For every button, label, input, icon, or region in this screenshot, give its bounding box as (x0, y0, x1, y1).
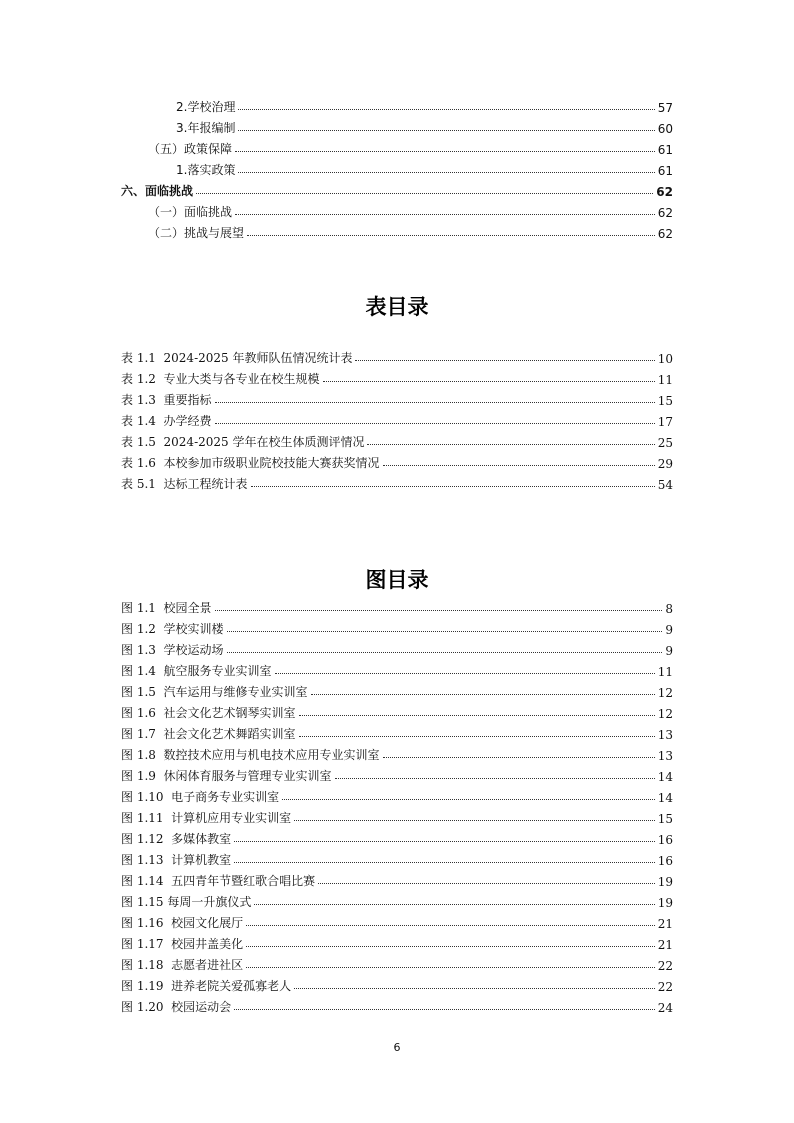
table-entry[interactable] (121, 346, 673, 366)
dot-leader (234, 862, 655, 863)
figure-entry-label: 图 1.6 社会文化艺术钢琴实训室 (121, 706, 296, 720)
dot-leader (227, 652, 663, 653)
figure-entry[interactable] (121, 722, 673, 742)
table-entry[interactable] (121, 409, 673, 429)
dot-leader (215, 402, 655, 403)
dot-leader (235, 214, 655, 215)
dot-leader (246, 946, 655, 947)
figure-entry-label: 图 1.16 校园文化展厅 (121, 916, 244, 930)
dot-leader (246, 967, 655, 968)
figure-entry-label: 图 1.10 电子商务专业实训室 (121, 790, 280, 804)
toc-entry-label: 2.学校治理 (176, 100, 236, 114)
dot-leader (246, 925, 655, 926)
dot-leader (251, 486, 655, 487)
table-entry-label: 表 1.3 重要指标 (121, 393, 212, 407)
figure-entry[interactable] (121, 932, 673, 952)
figure-entry-page: 12 (657, 707, 673, 721)
figure-entry-page: 19 (657, 896, 673, 910)
figure-entry[interactable] (121, 953, 673, 973)
toc-entry[interactable] (148, 137, 673, 157)
figure-entry-page: 24 (657, 1001, 673, 1015)
figure-entry[interactable] (121, 890, 673, 910)
toc-entry[interactable] (176, 95, 673, 115)
figure-entry[interactable] (121, 659, 673, 679)
dot-leader (323, 381, 655, 382)
dot-leader (234, 841, 655, 842)
toc-entry-page: 62 (657, 227, 673, 241)
figure-entry-page: 14 (657, 791, 673, 805)
table-entry-label: 表 5.1 达标工程统计表 (121, 477, 248, 491)
page-number: 6 (393, 1041, 401, 1054)
dot-leader (254, 904, 654, 905)
dot-leader (238, 109, 654, 110)
figure-entry[interactable] (121, 680, 673, 700)
dot-leader (311, 694, 655, 695)
figure-entry[interactable] (121, 764, 673, 784)
toc-entry-label: 3.年报编制 (176, 121, 236, 135)
figure-entry-label: 图 1.15 每周一升旗仪式 (121, 895, 252, 909)
figure-entry[interactable] (121, 848, 673, 868)
table-entry-label: 表 1.1 2024-2025 年教师队伍情况统计表 (121, 351, 353, 365)
figure-entry-label: 图 1.2 学校实训楼 (121, 622, 224, 636)
dot-leader (294, 820, 655, 821)
toc-entry-label: （一）面临挑战 (148, 205, 233, 219)
dot-leader (367, 444, 654, 445)
toc-entry-page: 57 (657, 101, 673, 115)
figure-entry[interactable] (121, 596, 673, 616)
table-entry-page: 29 (657, 457, 673, 471)
dot-leader (247, 235, 655, 236)
toc-entry-page: 61 (657, 143, 673, 157)
dot-leader (275, 673, 655, 674)
figure-entry-label: 图 1.14 五四青年节暨红歌合唱比赛 (121, 874, 316, 888)
figure-entry[interactable] (121, 638, 673, 658)
table-entry-label: 表 1.2 专业大类与各专业在校生规模 (121, 372, 320, 386)
toc-entry-page: 60 (657, 122, 673, 136)
toc-entry[interactable] (148, 221, 673, 241)
figure-entry-page: 15 (657, 812, 673, 826)
figure-entry[interactable] (121, 911, 673, 931)
figure-entry-page: 21 (657, 938, 673, 952)
dot-leader (235, 151, 655, 152)
toc-entry[interactable] (148, 200, 673, 220)
figures-heading: 图目录 (365, 568, 429, 592)
toc-entry[interactable] (176, 158, 673, 178)
toc-entry-label: 1.落实政策 (176, 163, 236, 177)
figure-entry-label: 图 1.17 校园井盖美化 (121, 937, 244, 951)
figure-entry-page: 12 (657, 686, 673, 700)
dot-leader (355, 360, 654, 361)
figure-entry-page: 11 (657, 665, 673, 679)
dot-leader (238, 172, 654, 173)
table-entry-label: 表 1.5 2024-2025 学年在校生体质测评情况 (121, 435, 365, 449)
figure-entry-label: 图 1.18 志愿者进社区 (121, 958, 244, 972)
figure-entry-label: 图 1.11 计算机应用专业实训室 (121, 811, 292, 825)
figure-entry-page: 9 (665, 644, 673, 658)
dot-leader (196, 193, 653, 194)
toc-entry-page: 61 (657, 164, 673, 178)
toc-entry-label: 六、面临挑战 (121, 184, 194, 198)
figure-entry-label: 图 1.9 休闲体育服务与管理专业实训室 (121, 769, 332, 783)
figure-entry[interactable] (121, 743, 673, 763)
figure-entry[interactable] (121, 701, 673, 721)
figure-entry-label: 图 1.3 学校运动场 (121, 643, 224, 657)
table-entry-page: 15 (657, 394, 673, 408)
toc-entry-page: 62 (657, 206, 673, 220)
figure-entry-page: 22 (657, 959, 673, 973)
figure-entry-page: 19 (657, 875, 673, 889)
figure-entry-label: 图 1.20 校园运动会 (121, 1000, 232, 1014)
figure-entry-label: 图 1.7 社会文化艺术舞蹈实训室 (121, 727, 296, 741)
figure-entry-page: 13 (657, 728, 673, 742)
figure-entry-label: 图 1.19 进养老院关爱孤寡老人 (121, 979, 292, 993)
dot-leader (383, 757, 655, 758)
toc-entry[interactable] (121, 179, 673, 199)
figure-entry-page: 14 (657, 770, 673, 784)
toc-entry-label: （二）挑战与展望 (148, 226, 245, 240)
dot-leader (227, 631, 663, 632)
table-entry-label: 表 1.4 办学经费 (121, 414, 212, 428)
figure-entry-page: 16 (657, 854, 673, 868)
figure-entry[interactable] (121, 869, 673, 889)
table-entry-page: 17 (657, 415, 673, 429)
table-entry-page: 25 (657, 436, 673, 450)
dot-leader (215, 423, 655, 424)
figure-entry[interactable] (121, 617, 673, 637)
figure-entry[interactable] (121, 785, 673, 805)
figure-entry[interactable] (121, 806, 673, 826)
table-entry[interactable] (121, 430, 673, 450)
toc-entry-label: （五）政策保障 (148, 142, 233, 156)
figure-entry-label: 图 1.1 校园全景 (121, 601, 212, 615)
tables-heading: 表目录 (365, 295, 429, 319)
dot-leader (335, 778, 655, 779)
figure-entry-page: 16 (657, 833, 673, 847)
table-entry-label: 表 1.6 本校参加市级职业院校技能大赛获奖情况 (121, 456, 380, 470)
dot-leader (383, 465, 655, 466)
table-entry-page: 10 (657, 352, 673, 366)
figure-entry-label: 图 1.5 汽车运用与维修专业实训室 (121, 685, 308, 699)
figure-entry-page: 9 (665, 623, 673, 637)
table-entry[interactable] (121, 388, 673, 408)
dot-leader (299, 736, 655, 737)
table-entry[interactable] (121, 451, 673, 471)
figure-entry-page: 13 (657, 749, 673, 763)
figure-entry-page: 21 (657, 917, 673, 931)
dot-leader (282, 799, 655, 800)
figure-entry[interactable] (121, 995, 673, 1015)
table-entry[interactable] (121, 472, 673, 492)
dot-leader (238, 130, 654, 131)
toc-entry[interactable] (176, 116, 673, 136)
figure-entry-label: 图 1.4 航空服务专业实训室 (121, 664, 272, 678)
figure-entry-label: 图 1.13 计算机教室 (121, 853, 232, 867)
table-entry[interactable] (121, 367, 673, 387)
figure-entry-label: 图 1.12 多媒体教室 (121, 832, 232, 846)
dot-leader (234, 1009, 655, 1010)
table-entry-page: 11 (657, 373, 673, 387)
table-entry-page: 54 (657, 478, 673, 492)
toc-entry-page: 62 (656, 185, 673, 199)
figure-entry[interactable] (121, 827, 673, 847)
dot-leader (299, 715, 655, 716)
dot-leader (294, 988, 655, 989)
figure-entry-page: 8 (665, 602, 673, 616)
figure-entry[interactable] (121, 974, 673, 994)
dot-leader (318, 883, 655, 884)
figure-entry-label: 图 1.8 数控技术应用与机电技术应用专业实训室 (121, 748, 380, 762)
dot-leader (215, 610, 663, 611)
figure-entry-page: 22 (657, 980, 673, 994)
